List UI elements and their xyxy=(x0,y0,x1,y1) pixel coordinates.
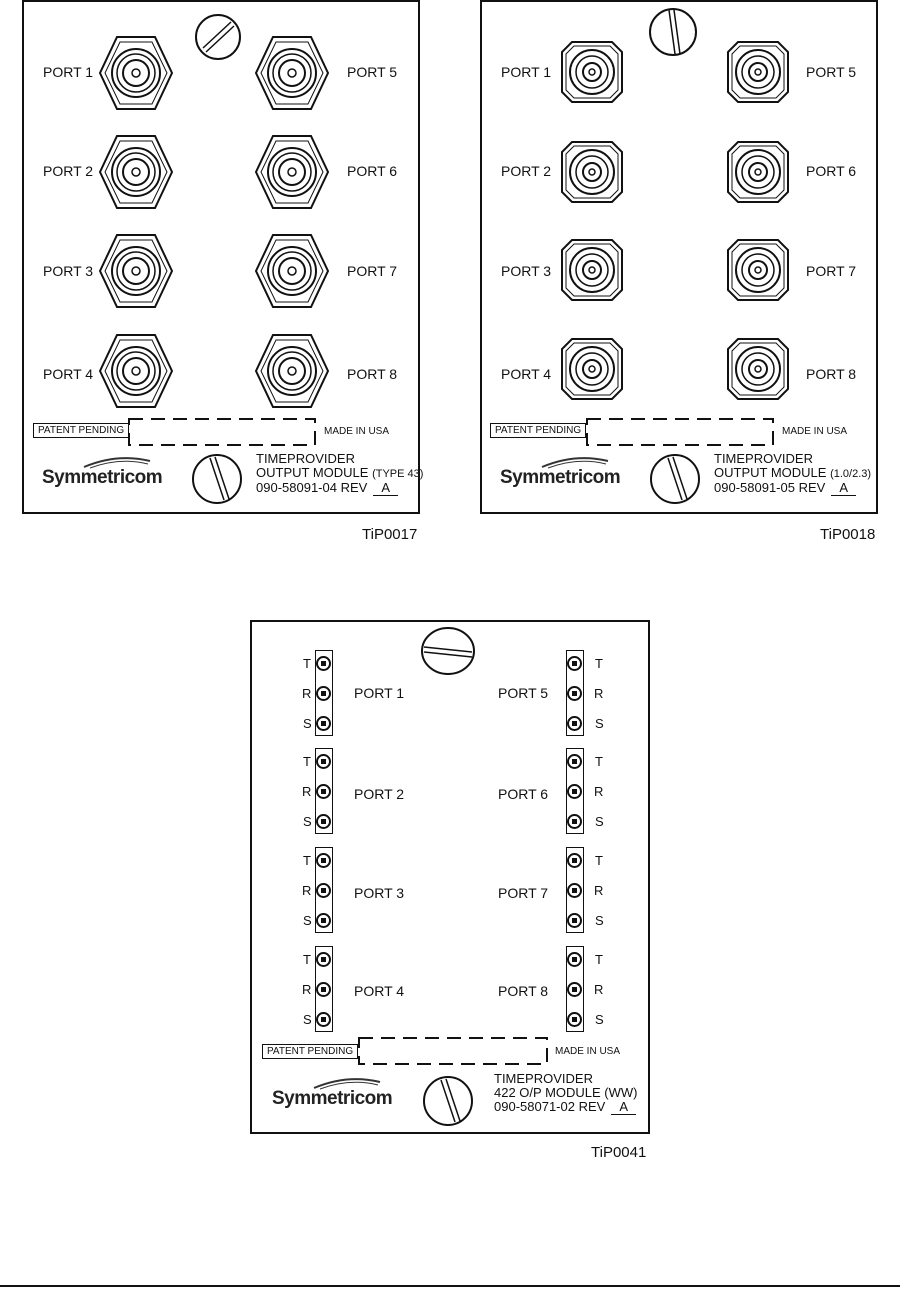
terminal-pin-icon xyxy=(567,686,582,701)
terminal-label: R xyxy=(594,883,604,898)
panel-screw-icon xyxy=(648,452,702,506)
terminal-label: T xyxy=(303,853,311,868)
terminal-pin-icon xyxy=(316,913,331,928)
terminal-block xyxy=(566,650,584,736)
bnc-connector-icon xyxy=(254,233,330,309)
revision: A xyxy=(831,481,856,496)
terminal-pin-icon xyxy=(567,913,582,928)
mini-coax-connector-icon xyxy=(560,140,624,204)
port-label: PORT 1 xyxy=(501,64,552,80)
port-label: PORT 3 xyxy=(354,885,405,901)
terminal-pin-icon xyxy=(567,656,582,671)
port-label: PORT 4 xyxy=(354,983,405,999)
port-label: PORT 3 xyxy=(43,263,94,279)
port-label: PORT 4 xyxy=(43,366,94,382)
patent-pending-label: PATENT PENDING xyxy=(490,423,586,438)
terminal-pin-icon xyxy=(567,952,582,967)
logo-wordmark: Symmetricom xyxy=(272,1088,393,1109)
bnc-connector-icon xyxy=(98,134,174,210)
figure-id: TiP0041 xyxy=(591,1144,647,1161)
terminal-label: T xyxy=(303,952,311,967)
port-label: PORT 6 xyxy=(806,163,857,179)
bnc-connector-icon xyxy=(254,35,330,111)
bnc-connector-icon xyxy=(98,333,174,409)
mini-coax-connector-icon xyxy=(726,337,790,401)
terminal-label: T xyxy=(595,952,603,967)
terminal-label: R xyxy=(594,982,604,997)
bnc-connector-icon xyxy=(98,233,174,309)
terminal-pin-icon xyxy=(316,853,331,868)
module-name: OUTPUT MODULE xyxy=(256,465,369,480)
port-label: PORT 7 xyxy=(806,263,857,279)
port-label: PORT 8 xyxy=(498,983,549,999)
terminal-block xyxy=(315,650,333,736)
symmetricom-logo xyxy=(42,455,163,489)
terminal-label: T xyxy=(303,754,311,769)
terminal-pin-icon xyxy=(316,716,331,731)
terminal-block xyxy=(315,847,333,933)
terminal-pin-icon xyxy=(316,656,331,671)
part-number: 090-58091-05 REV xyxy=(714,480,826,495)
terminal-label: T xyxy=(303,656,311,671)
terminal-pin-icon xyxy=(316,883,331,898)
module-info xyxy=(494,1072,638,1115)
patent-pending-label: PATENT PENDING xyxy=(33,423,129,438)
port-label: PORT 6 xyxy=(347,163,398,179)
mini-coax-connector-icon xyxy=(560,40,624,104)
page-footer-rule xyxy=(0,1285,900,1287)
terminal-pin-icon xyxy=(316,814,331,829)
terminal-label: S xyxy=(303,814,312,829)
terminal-label: R xyxy=(594,784,604,799)
label-area-dashed xyxy=(586,418,774,446)
module-title: TIMEPROVIDER xyxy=(494,1071,593,1086)
terminal-block xyxy=(566,748,584,834)
port-label: PORT 7 xyxy=(347,263,398,279)
mini-coax-connector-icon xyxy=(726,238,790,302)
terminal-label: R xyxy=(594,686,604,701)
terminal-label: R xyxy=(302,784,312,799)
module-type: (1.0/2.3) xyxy=(830,468,872,480)
port-label: PORT 2 xyxy=(43,163,94,179)
terminal-label: S xyxy=(303,716,312,731)
port-label: PORT 2 xyxy=(501,163,552,179)
terminal-pin-icon xyxy=(567,982,582,997)
patent-pending-label: PATENT PENDING xyxy=(262,1044,358,1059)
panel-screw-icon xyxy=(193,12,243,62)
module-title: TIMEPROVIDER xyxy=(714,451,813,466)
mini-coax-connector-icon xyxy=(560,337,624,401)
bnc-connector-icon xyxy=(98,35,174,111)
logo-wordmark: Symmetricom xyxy=(42,467,163,488)
module-title: TIMEPROVIDER xyxy=(256,451,355,466)
made-in-label: MADE IN USA xyxy=(782,426,848,437)
port-label: PORT 6 xyxy=(498,786,549,802)
terminal-label: T xyxy=(595,656,603,671)
terminal-label: T xyxy=(595,754,603,769)
terminal-label: R xyxy=(302,686,312,701)
terminal-pin-icon xyxy=(316,952,331,967)
terminal-label: R xyxy=(302,883,312,898)
terminal-pin-icon xyxy=(567,883,582,898)
terminal-block xyxy=(315,748,333,834)
label-area-dashed xyxy=(358,1037,548,1065)
part-number: 090-58071-02 REV xyxy=(494,1099,606,1114)
terminal-pin-icon xyxy=(567,853,582,868)
module-info xyxy=(714,452,871,496)
terminal-label: S xyxy=(595,1012,604,1027)
symmetricom-logo xyxy=(272,1076,393,1110)
module-type: (TYPE 43) xyxy=(372,468,424,480)
terminal-pin-icon xyxy=(316,982,331,997)
terminal-label: T xyxy=(595,853,603,868)
panel-screw-icon xyxy=(647,6,699,58)
terminal-pin-icon xyxy=(567,716,582,731)
terminal-pin-icon xyxy=(567,754,582,769)
mini-coax-connector-icon xyxy=(726,40,790,104)
terminal-label: S xyxy=(595,913,604,928)
terminal-block xyxy=(566,847,584,933)
panel-screw-icon xyxy=(190,452,244,506)
terminal-label: S xyxy=(595,814,604,829)
made-in-label: MADE IN USA xyxy=(555,1046,621,1057)
terminal-pin-icon xyxy=(567,784,582,799)
port-label: PORT 5 xyxy=(498,685,549,701)
revision: A xyxy=(611,1100,636,1115)
port-label: PORT 5 xyxy=(806,64,857,80)
mini-coax-connector-icon xyxy=(726,140,790,204)
module-name: OUTPUT MODULE xyxy=(714,465,827,480)
terminal-pin-icon xyxy=(567,814,582,829)
port-label: PORT 8 xyxy=(806,366,857,382)
module-name: 422 O/P MODULE (WW) xyxy=(494,1085,638,1100)
terminal-pin-icon xyxy=(316,686,331,701)
panel-screw-icon xyxy=(421,1074,475,1128)
label-area-dashed xyxy=(128,418,316,446)
terminal-pin-icon xyxy=(567,1012,582,1027)
port-label: PORT 1 xyxy=(43,64,94,80)
panel-screw-icon xyxy=(420,626,476,676)
terminal-label: S xyxy=(303,1012,312,1027)
module-info xyxy=(256,452,423,496)
bnc-connector-icon xyxy=(254,134,330,210)
terminal-pin-icon xyxy=(316,754,331,769)
symmetricom-logo xyxy=(500,455,621,489)
port-label: PORT 3 xyxy=(501,263,552,279)
bnc-connector-icon xyxy=(254,333,330,409)
part-number: 090-58091-04 REV xyxy=(256,480,368,495)
port-label: PORT 5 xyxy=(347,64,398,80)
revision: A xyxy=(373,481,398,496)
logo-wordmark: Symmetricom xyxy=(500,467,621,488)
port-label: PORT 1 xyxy=(354,685,405,701)
terminal-pin-icon xyxy=(316,784,331,799)
terminal-pin-icon xyxy=(316,1012,331,1027)
mini-coax-connector-icon xyxy=(560,238,624,302)
port-label: PORT 7 xyxy=(498,885,549,901)
terminal-block xyxy=(566,946,584,1032)
figure-id: TiP0017 xyxy=(362,526,418,543)
port-label: PORT 2 xyxy=(354,786,405,802)
terminal-block xyxy=(315,946,333,1032)
made-in-label: MADE IN USA xyxy=(324,426,390,437)
terminal-label: R xyxy=(302,982,312,997)
port-label: PORT 4 xyxy=(501,366,552,382)
terminal-label: S xyxy=(595,716,604,731)
port-label: PORT 8 xyxy=(347,366,398,382)
terminal-label: S xyxy=(303,913,312,928)
figure-id: TiP0018 xyxy=(820,526,876,543)
